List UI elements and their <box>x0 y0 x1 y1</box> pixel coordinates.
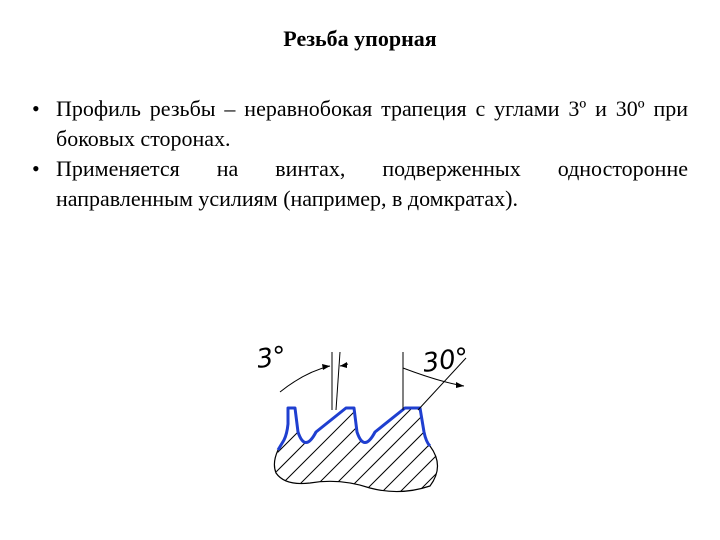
angle-30-label: 30° <box>420 342 471 379</box>
bullet-marker: • <box>32 96 40 121</box>
bullet-text: Профиль резьбы – неравнобокая трапеция с углами 3º и 30º при боковых сторонах. <box>56 96 688 151</box>
thread-profile-line <box>278 408 430 450</box>
angle-3-extension-line <box>336 352 340 410</box>
thread-profile-figure <box>240 328 500 508</box>
angle-3-label: 3° <box>254 341 289 375</box>
bullet-item <box>28 154 688 214</box>
thread-profile-drawing <box>240 328 500 508</box>
slide-title: Резьба упорная <box>283 26 437 51</box>
angle-3-arrow <box>322 364 330 370</box>
bullet-marker: • <box>32 156 40 181</box>
bullet-list <box>28 94 688 214</box>
angle-30-arrow <box>456 382 464 388</box>
bullet-text: Применяется на винтах, подверженных односторонне направленным усилиям (например, в домкратах). <box>56 156 688 211</box>
angle-3-arrow <box>340 362 347 368</box>
body-outline <box>274 446 437 492</box>
bullet-item <box>28 94 688 154</box>
